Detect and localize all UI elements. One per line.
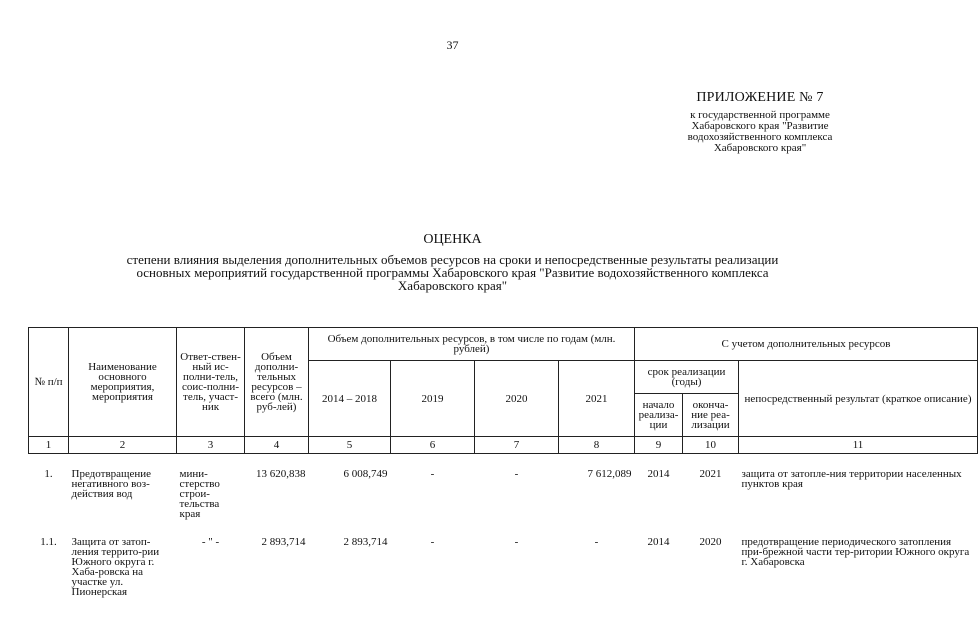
appendix-subtitle-line: водохозяйственного комплекса: [687, 131, 833, 143]
row-2021: -: [594, 536, 599, 548]
column-number: 9: [635, 437, 683, 454]
row-result: защита от затопле-ния территории населенных пунктов края: [741, 468, 962, 490]
row-responsible: - " -: [201, 536, 220, 548]
column-number: 8: [559, 437, 635, 454]
document-subtitle: [60, 253, 845, 292]
row-volume: 13 620,838: [256, 468, 306, 480]
appendix-subtitle-line: к государственной программе: [690, 109, 830, 121]
header-with-resources: С учетом дополнительных ресурсов: [635, 328, 978, 361]
row-result: предотвращение периодического затопления при-брежной части тер-ритории Южного округа г. Хабаровска: [741, 536, 970, 568]
table-row: [29, 534, 978, 600]
column-number: 7: [475, 437, 559, 454]
header-years-group: Объем дополнительных ресурсов, в том числе по годам (млн. рублей): [309, 328, 635, 361]
row-2020: -: [514, 468, 519, 480]
column-number: 3: [177, 437, 245, 454]
row-responsible: мини-стерство строи-тельства края: [179, 468, 220, 520]
row-2019: -: [430, 536, 435, 548]
column-number: 6: [391, 437, 475, 454]
page-number: 37: [446, 38, 459, 52]
header-year-2019: 2019: [391, 361, 475, 437]
row-num: 1.: [44, 468, 53, 480]
row-name: Защита от затоп-ления террито-рии Южного округа г. Хаба-ровска на участке ул. Пионерская: [71, 536, 160, 598]
row-num: 1.1.: [40, 536, 57, 548]
header-responsible: Ответ-ствен-ный ис-полни-тель, соис-полни-тель, участ-ник: [177, 328, 245, 437]
row-name: Предотвращение негативного воз-действия вод: [71, 468, 152, 500]
header-volume: Объем дополни-тельных ресурсов – всего (млн. руб-лей): [245, 328, 309, 437]
document-subtitle-line: Хабаровского края": [397, 278, 508, 293]
header-result: непосредственный результат (краткое описание): [739, 361, 978, 437]
appendix-subtitle: [640, 110, 880, 154]
document-title: ОЦЕНКА: [423, 232, 482, 247]
column-number: 1: [29, 437, 69, 454]
document-subtitle-line: степени влияния выделения дополнительных объемов ресурсов на сроки и непосредственные результаты реализации: [126, 252, 779, 267]
table-row: [29, 466, 978, 522]
row-2014-2018: 2 893,714: [343, 536, 388, 548]
column-number: 4: [245, 437, 309, 454]
appendix-subtitle-line: Хабаровского края": [713, 142, 807, 154]
row-end: 2021: [699, 468, 722, 480]
header-year-2014-2018: 2014 – 2018: [309, 361, 391, 437]
header-name: Наименование основного мероприятия, мероприятия: [69, 328, 177, 437]
header-year-2021: 2021: [559, 361, 635, 437]
appendix-title: ПРИЛОЖЕНИЕ № 7: [696, 90, 824, 105]
header-num: № п/п: [29, 328, 69, 437]
column-number: 5: [309, 437, 391, 454]
row-2021: 7 612,089: [587, 468, 632, 480]
header-end: оконча-ние реа-лизации: [683, 394, 739, 437]
column-number: 11: [739, 437, 978, 454]
row-volume: 2 893,714: [261, 536, 306, 548]
row-start: 2014: [647, 536, 670, 548]
header-start: начало реализа-ции: [635, 394, 683, 437]
assessment-table: [28, 327, 978, 600]
header-year-2020: 2020: [475, 361, 559, 437]
document-subtitle-line: основных мероприятий государственной программы Хабаровского края "Развитие водохозяйственного комплекса: [136, 265, 769, 280]
row-2019: -: [430, 468, 435, 480]
column-number: 10: [683, 437, 739, 454]
row-end: 2020: [699, 536, 722, 548]
row-2020: -: [514, 536, 519, 548]
row-start: 2014: [647, 468, 670, 480]
column-number: 2: [69, 437, 177, 454]
row-2014-2018: 6 008,749: [343, 468, 388, 480]
header-term: срок реализации (годы): [635, 361, 739, 394]
appendix-subtitle-line: Хабаровского края "Развитие: [691, 120, 829, 132]
